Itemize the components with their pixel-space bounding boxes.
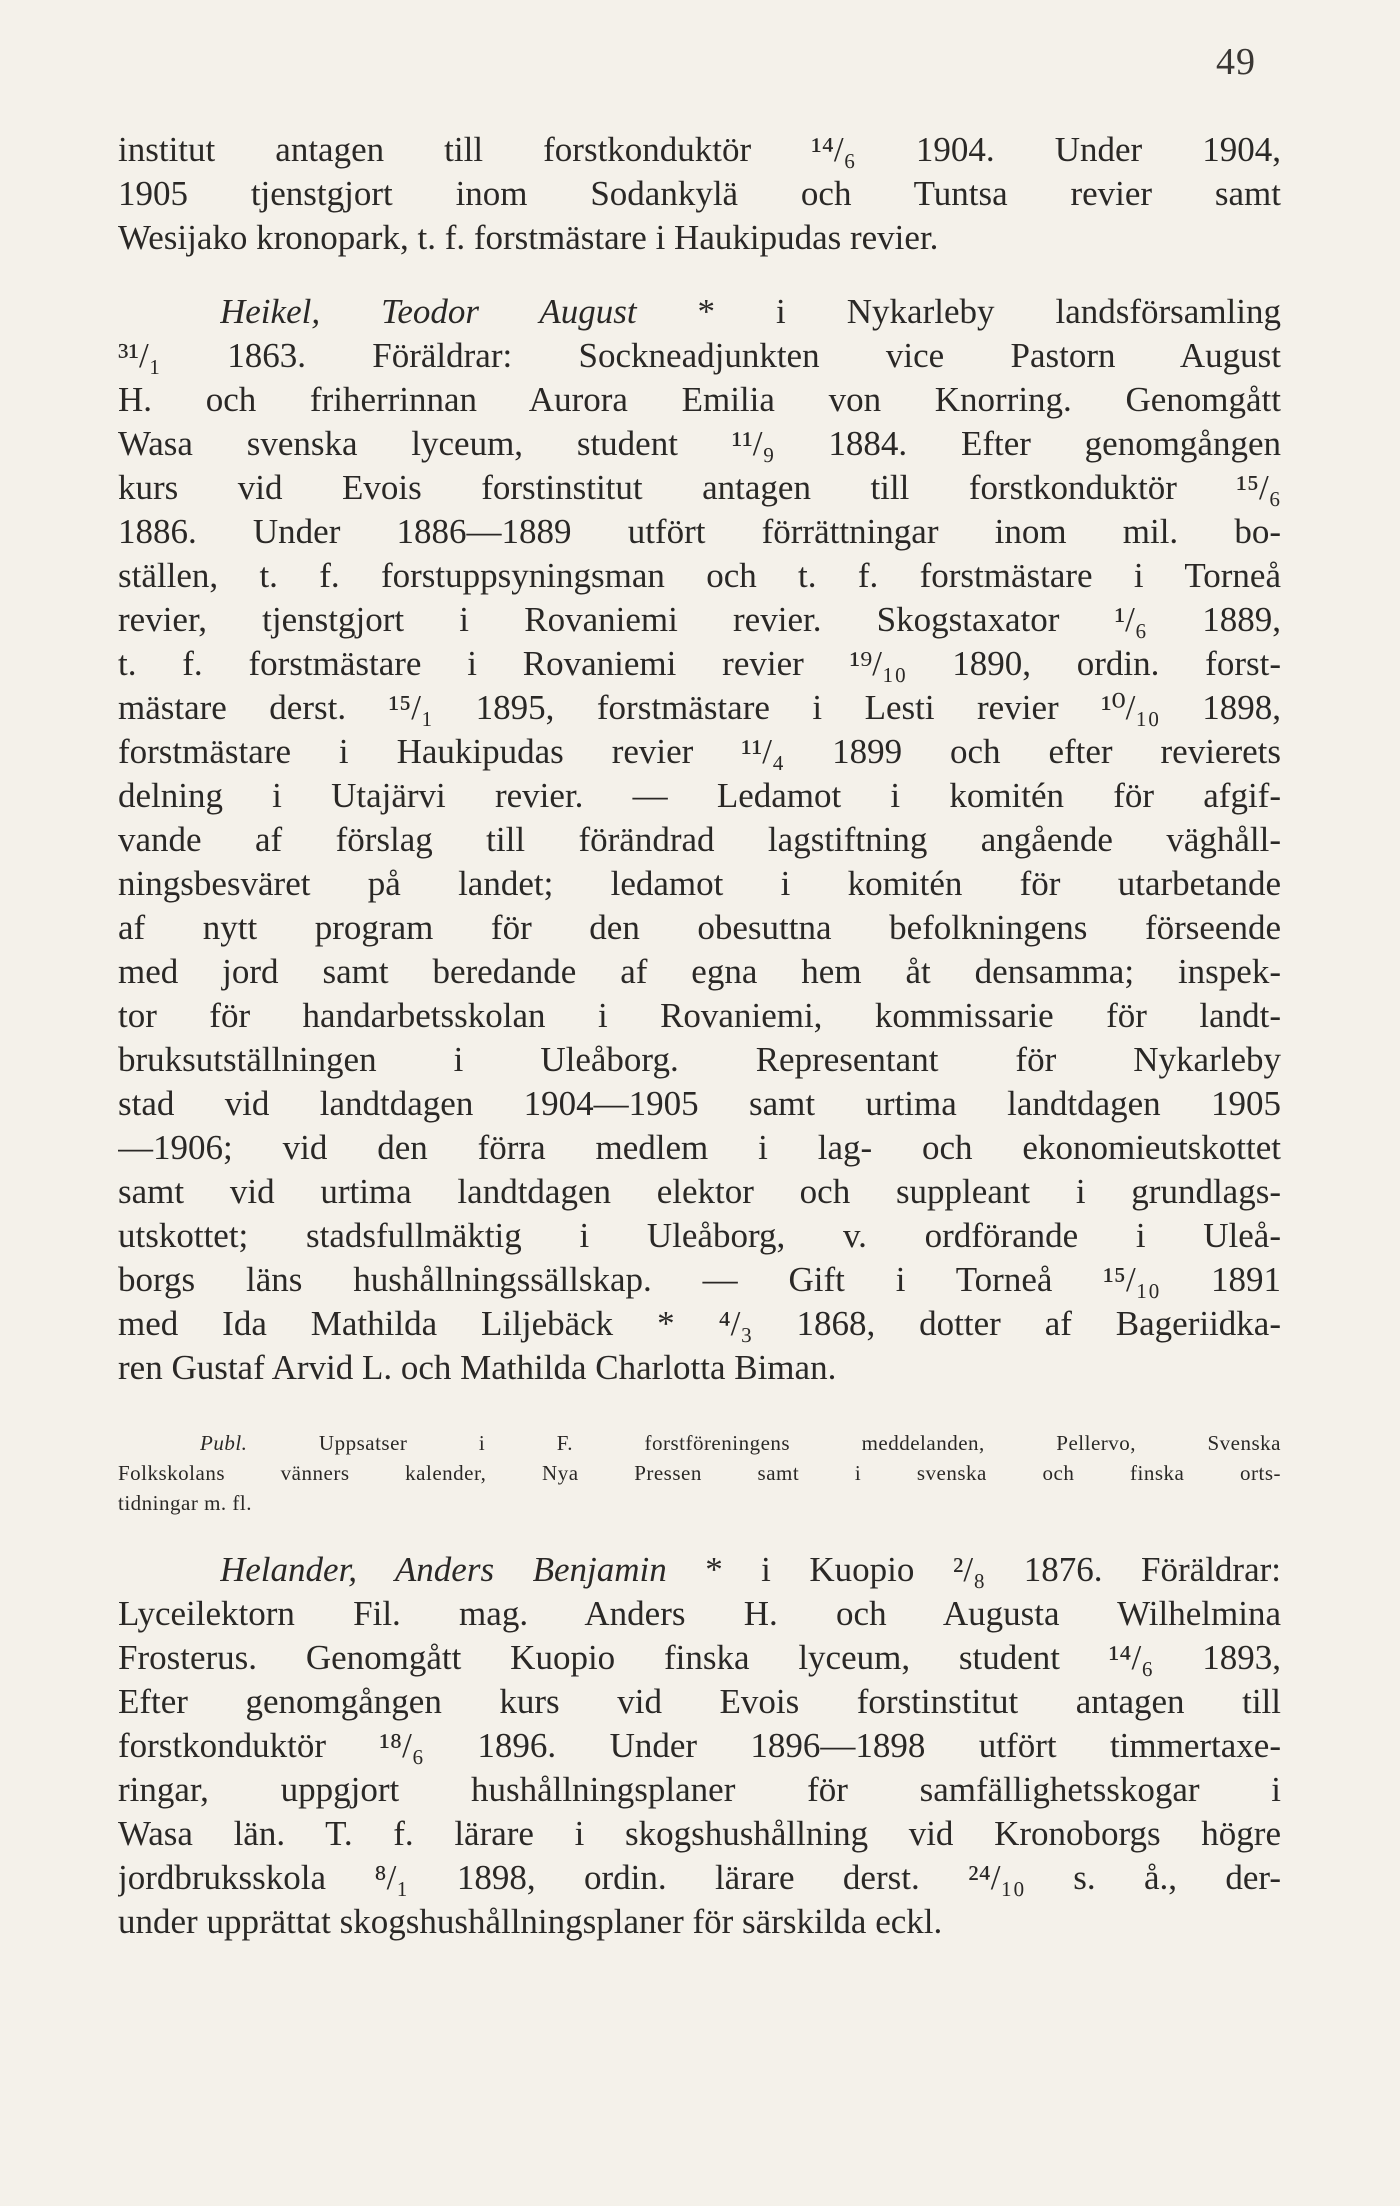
text-line: Lyceilektorn Fil. mag. Anders H. och Augusta Wilhelmina — [118, 1594, 1281, 1633]
text-line: af nytt program för den obesuttna befolkningens förseende — [118, 908, 1281, 947]
text-line: revier, tjenstgjort i Rovaniemi revier. Skogstaxator ¹/₆ 1889, — [118, 600, 1281, 639]
text-line: tor för handarbetsskolan i Rovaniemi, kommissarie för landt- — [118, 996, 1281, 1035]
text-line: ställen, t. f. forstuppsyningsman och t. f. forstmästare i Torneå — [118, 556, 1281, 595]
text-line — [220, 1548, 1281, 1592]
text-line: Frosterus. Genomgått Kuopio finska lyceum, student ¹⁴/₆ 1893, — [118, 1638, 1281, 1677]
text-line: ningsbesväret på landet; ledamot i komitén för utarbetande — [118, 864, 1281, 903]
text-line — [220, 290, 1281, 334]
text-line: under upprättat skogshushållningsplaner för särskilda eckl. — [118, 1902, 943, 1941]
text-line: delning i Utajärvi revier. — Ledamot i komitén för afgif- — [118, 776, 1281, 815]
text-line: Wesijako kronopark, t. f. forstmästare i Haukipudas revier. — [118, 218, 939, 257]
entry-text: * i Kuopio ²/₈ 1876. Föräldrar: — [666, 1550, 1281, 1589]
entry-text: * i Nykarleby landsförsamling — [636, 292, 1281, 331]
text-line: Wasa län. T. f. lärare i skogshushållning vid Kronoborgs högre — [118, 1814, 1281, 1853]
text-line: —1906; vid den förra medlem i lag- och ekonomieutskottet — [118, 1128, 1281, 1167]
page-number: 49 — [1216, 41, 1256, 83]
text-line: ren Gustaf Arvid L. och Mathilda Charlotta Biman. — [118, 1348, 837, 1387]
text-line: kurs vid Evois forstinstitut antagen till forstkonduktör ¹⁵/₆ — [118, 468, 1281, 507]
publication-line: Folkskolans vänners kalender, Nya Pressen samt i svenska och finska orts- — [118, 1461, 1281, 1485]
text-line: Efter genomgången kurs vid Evois forstinstitut antagen till — [118, 1682, 1281, 1721]
text-line: 1905 tjenstgjort inom Sodankylä och Tuntsa revier samt — [118, 174, 1281, 213]
text-line: forstkonduktör ¹⁸/₆ 1896. Under 1896—1898 utfört timmertaxe- — [118, 1726, 1281, 1765]
text-line: jordbruksskola ⁸/₁ 1898, ordin. lärare derst. ²⁴/₁₀ s. å., der- — [118, 1858, 1281, 1897]
publication-label: Publ. — [200, 1431, 248, 1455]
publication-line — [200, 1428, 1281, 1458]
text-line: H. och friherrinnan Aurora Emilia von Knorring. Genomgått — [118, 380, 1281, 419]
text-line: bruksutställningen i Uleåborg. Representant för Nykarleby — [118, 1040, 1281, 1079]
entry-name: Helander, Anders Benjamin — [220, 1550, 667, 1589]
text-line: stad vid landtdagen 1904—1905 samt urtima landtdagen 1905 — [118, 1084, 1281, 1123]
text-line: Wasa svenska lyceum, student ¹¹/₉ 1884. Efter genomgången — [118, 424, 1281, 463]
text-line: ringar, uppgjort hushållningsplaner för samfällighetsskogar i — [118, 1770, 1281, 1809]
text-line: 1886. Under 1886—1889 utfört förrättningar inom mil. bo- — [118, 512, 1281, 551]
text-line: ³¹/₁ 1863. Föräldrar: Sockneadjunkten vice Pastorn August — [118, 336, 1281, 375]
text-line: institut antagen till forstkonduktör ¹⁴/₆ 1904. Under 1904, — [118, 130, 1281, 169]
text-line: med Ida Mathilda Liljebäck * ⁴/₃ 1868, dotter af Bageriidka- — [118, 1304, 1281, 1343]
text-line: utskottet; stadsfullmäktig i Uleåborg, v. ordförande i Uleå- — [118, 1216, 1281, 1255]
text-line: samt vid urtima landtdagen elektor och suppleant i grundlags- — [118, 1172, 1281, 1211]
text-line: borgs läns hushållningssällskap. — Gift i Torneå ¹⁵/₁₀ 1891 — [118, 1260, 1281, 1299]
text-line: med jord samt beredande af egna hem åt densamma; inspek- — [118, 952, 1281, 991]
text-line: vande af förslag till förändrad lagstiftning angående väghåll- — [118, 820, 1281, 859]
text-line: mästare derst. ¹⁵/₁ 1895, forstmästare i Lesti revier ¹⁰/₁₀ 1898, — [118, 688, 1281, 727]
text-line: forstmästare i Haukipudas revier ¹¹/₄ 1899 och efter revierets — [118, 732, 1281, 771]
text-line: t. f. forstmästare i Rovaniemi revier ¹⁹/₁₀ 1890, ordin. forst- — [118, 644, 1281, 683]
publication-line: tidningar m. fl. — [118, 1491, 252, 1515]
entry-name: Heikel, Teodor August — [220, 292, 637, 331]
entry-text: Uppsatser i F. forstföreningens meddelanden, Pellervo, Svenska — [247, 1431, 1281, 1455]
